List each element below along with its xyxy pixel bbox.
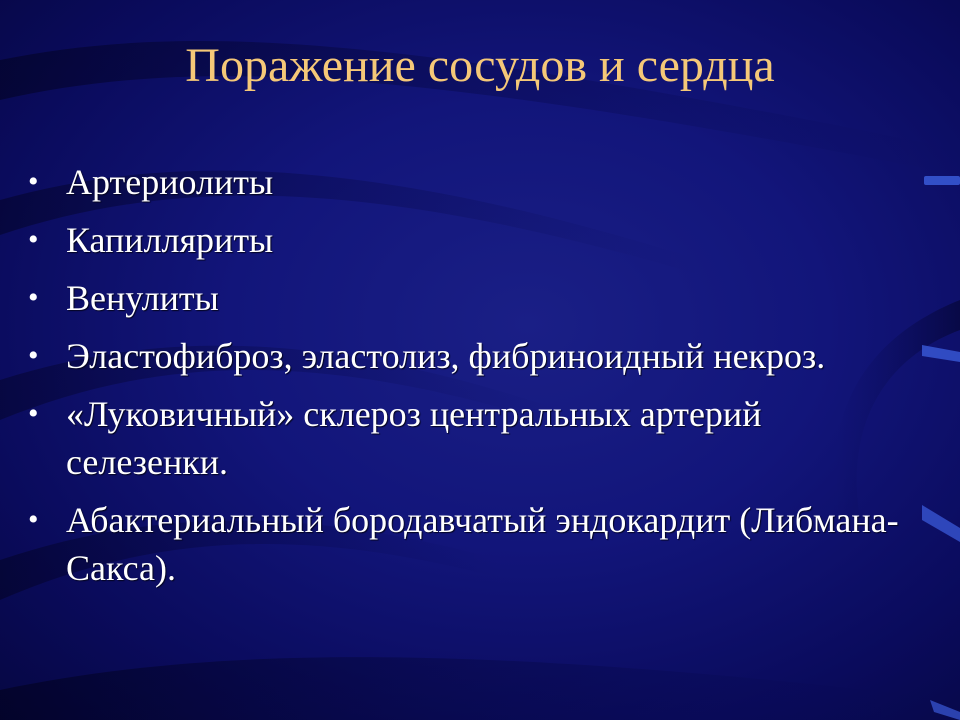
bullet-item [28,496,928,592]
accent-stripe-1 [924,176,960,185]
bullet-item [28,158,928,206]
bullet-text: Эластофиброз, эластолиз, фибриноидный некроз. [66,336,826,376]
bullet-item [28,216,928,264]
slide-title: Поражение сосудов и сердца [185,39,775,92]
bullet-dot-icon: • [28,223,39,256]
swoosh-bottom [0,657,960,720]
bullet-list [28,158,928,602]
bullet-item [28,390,928,486]
bullet-text: Абактериальный бородавчатый эндокардит (Либмана-Сакса). [66,500,899,588]
bullet-text: «Луковичный» склероз центральных артерий селезенки. [66,394,762,482]
bullet-text: Артериолиты [66,162,274,202]
bullet-dot-icon: • [28,339,39,372]
bullet-text: Капилляриты [66,220,274,260]
bullet-dot-icon: • [28,397,39,430]
bullet-item [28,274,928,322]
bullet-item [28,332,928,380]
bullet-dot-icon: • [28,281,39,314]
bullet-dot-icon: • [28,165,39,198]
bullet-text: Венулиты [66,278,219,318]
bullet-dot-icon: • [28,503,39,536]
